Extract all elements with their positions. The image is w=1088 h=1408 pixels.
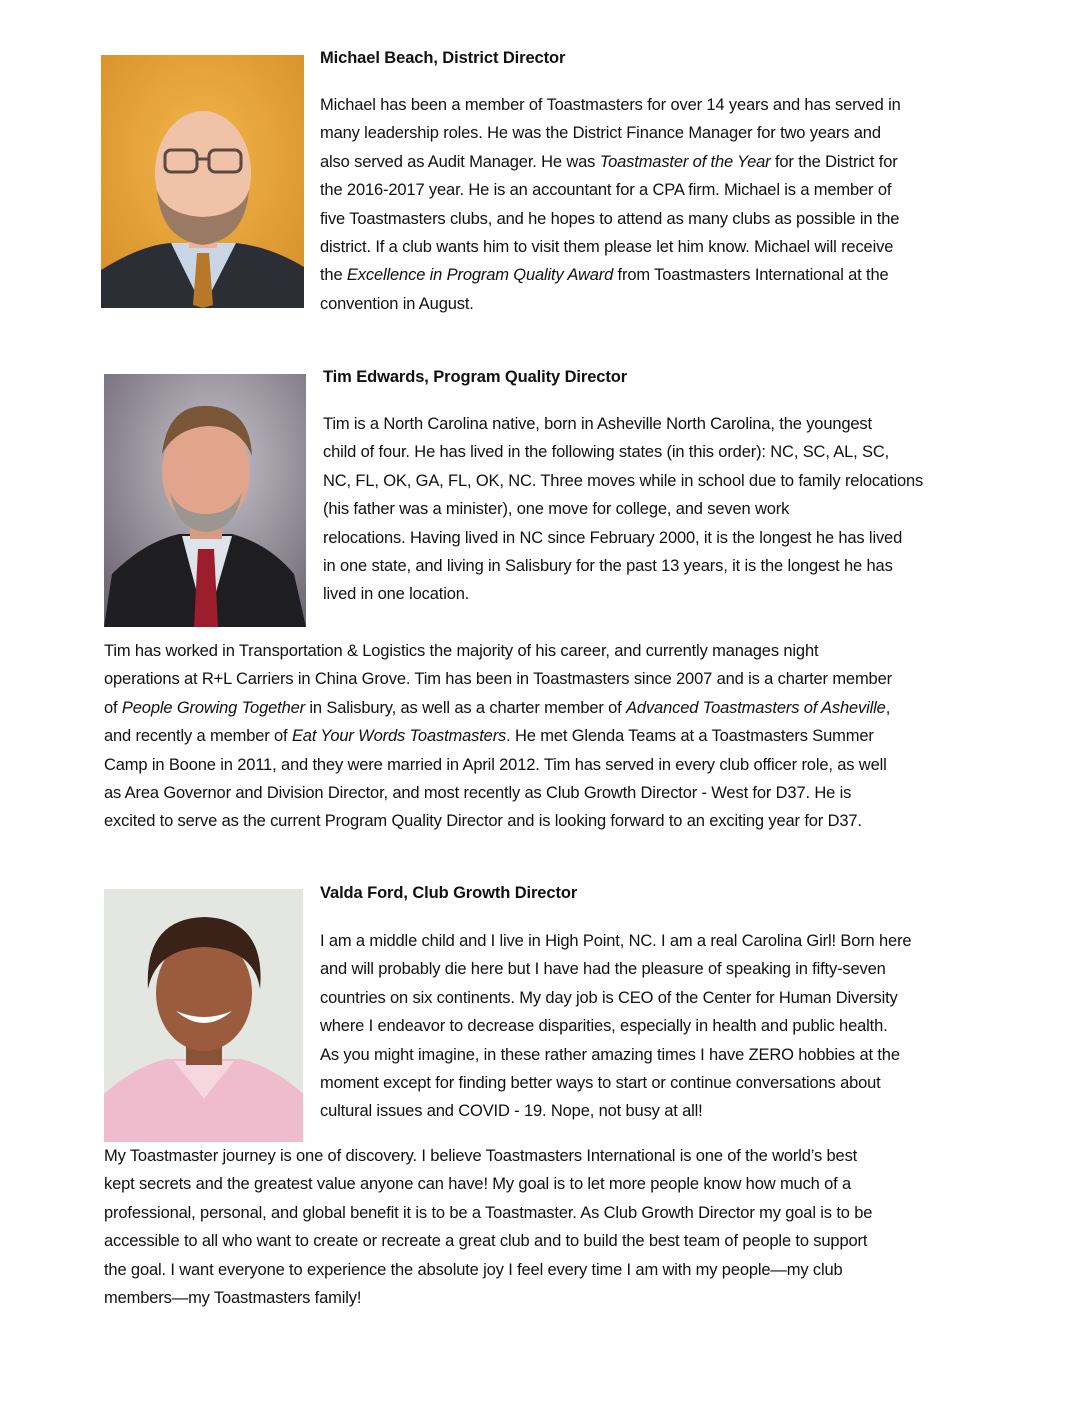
text-line: the goal. I want everyone to experience the absolute joy I feel every time I am with my people—my club	[104, 1260, 843, 1279]
text-line: the 2016-2017 year. He is an accountant for a CPA firm. Michael is a member of	[320, 181, 892, 200]
portrait-photo-man-suit-gray-background	[104, 374, 306, 627]
text-line: (his father was a minister), one move for college, and seven work	[323, 500, 790, 519]
text-line: moment except for finding better ways to start or continue conversations about	[320, 1074, 881, 1093]
italic-title: Advanced Toastmasters of Asheville	[626, 698, 886, 717]
portrait-photo-woman-pink-jacket	[104, 889, 303, 1142]
text-line: and will probably die here but I have had the pleasure of speaking in fifty-seven	[320, 960, 886, 979]
valda-ford-heading: Valda Ford, Club Growth Director	[320, 884, 578, 902]
tim-edwards-heading: Tim Edwards, Program Quality Director	[323, 368, 628, 386]
text-line: as Area Governor and Division Director, and most recently as Club Growth Director - West for D37. He is	[104, 784, 852, 803]
text-line: NC, FL, OK, GA, FL, OK, NC. Three moves while in school due to family relocations	[323, 471, 924, 490]
text-line: cultural issues and COVID - 19. Nope, not busy at all!	[320, 1102, 703, 1121]
text-line: and recently a member of Eat Your Words Toastmasters. He met Glenda Teams at a Toastmasters Summer	[104, 727, 874, 746]
text-line: countries on six continents. My day job is CEO of the Center for Human Diversity	[320, 988, 898, 1007]
text-line: district. If a club wants him to visit them please let him know. Michael will receive	[320, 238, 894, 257]
italic-title: People Growing Together	[121, 698, 305, 717]
valda-ford-bio	[320, 927, 911, 1126]
text-line: Camp in Boone in 2011, and they were married in April 2012. Tim has served in every club officer role, as well	[104, 755, 887, 774]
text-line: in one state, and living in Salisbury for the past 13 years, it is the longest he has	[323, 557, 893, 576]
italic-title: Toastmaster of the Year	[599, 152, 771, 171]
portrait-photo-man-glasses-orange-background	[101, 55, 304, 308]
valda-ford-bio-continued	[104, 1142, 872, 1312]
valda-ford-photo	[104, 889, 303, 1142]
michael-beach-photo	[101, 55, 304, 308]
text-line: five Toastmasters clubs, and he hopes to attend as many clubs as possible in the	[320, 209, 900, 228]
text-line: relocations. Having lived in NC since February 2000, it is the longest he has lived	[323, 528, 903, 547]
text-line: many leadership roles. He was the District Finance Manager for two years and	[320, 124, 881, 143]
text-line: Tim is a North Carolina native, born in Asheville North Carolina, the youngest	[323, 415, 872, 433]
tim-edwards-bio	[323, 410, 923, 609]
italic-title: Excellence in Program Quality Award	[346, 266, 614, 285]
tim-edwards-bio-continued	[104, 637, 892, 836]
text-line: excited to serve as the current Program Quality Director and is looking forward to an exciting year for D37.	[104, 812, 862, 831]
text-line: My Toastmaster journey is one of discovery. I believe Toastmasters International is one of the world’s best	[104, 1147, 858, 1165]
italic-title: Eat Your Words Toastmasters	[291, 727, 507, 746]
michael-beach-heading: Michael Beach, District Director	[320, 49, 566, 67]
michael-beach-bio	[320, 91, 901, 318]
text-line: I am a middle child and I live in High Point, NC. I am a real Carolina Girl! Born here	[320, 932, 912, 950]
text-line: Tim has worked in Transportation & Logistics the majority of his career, and currently manages night	[104, 642, 819, 660]
text-line: members—my Toastmasters family!	[104, 1289, 362, 1308]
tim-edwards-photo	[104, 374, 306, 627]
text-line: where I endeavor to decrease disparities, especially in health and public health.	[320, 1017, 888, 1036]
text-line: accessible to all who want to create or recreate a great club and to build the best team of people to support	[104, 1232, 868, 1251]
text-line: of People Growing Together in Salisbury, as well as a charter member of Advanced Toastmasters of Asheville,	[104, 698, 891, 717]
text-line: the Excellence in Program Quality Award from Toastmasters International at the	[320, 266, 889, 285]
text-line: professional, personal, and global benefit it is to be a Toastmaster. As Club Growth Director my goal is to be	[104, 1203, 873, 1222]
text-line: As you might imagine, in these rather amazing times I have ZERO hobbies at the	[320, 1045, 900, 1064]
text-line: lived in one location.	[323, 585, 470, 604]
text-line: kept secrets and the greatest value anyone can have! My goal is to let more people know how much of a	[104, 1175, 852, 1194]
text-line: Michael has been a member of Toastmasters for over 14 years and has served in	[320, 96, 901, 114]
text-line: also served as Audit Manager. He was Toastmaster of the Year for the District for	[320, 152, 898, 171]
text-line: child of four. He has lived in the following states (in this order): NC, SC, AL, SC,	[323, 443, 890, 462]
text-line: operations at R+L Carriers in China Grove. Tim has been in Toastmasters since 2007 and is a charter member	[104, 670, 892, 689]
text-line: convention in August.	[320, 294, 474, 313]
